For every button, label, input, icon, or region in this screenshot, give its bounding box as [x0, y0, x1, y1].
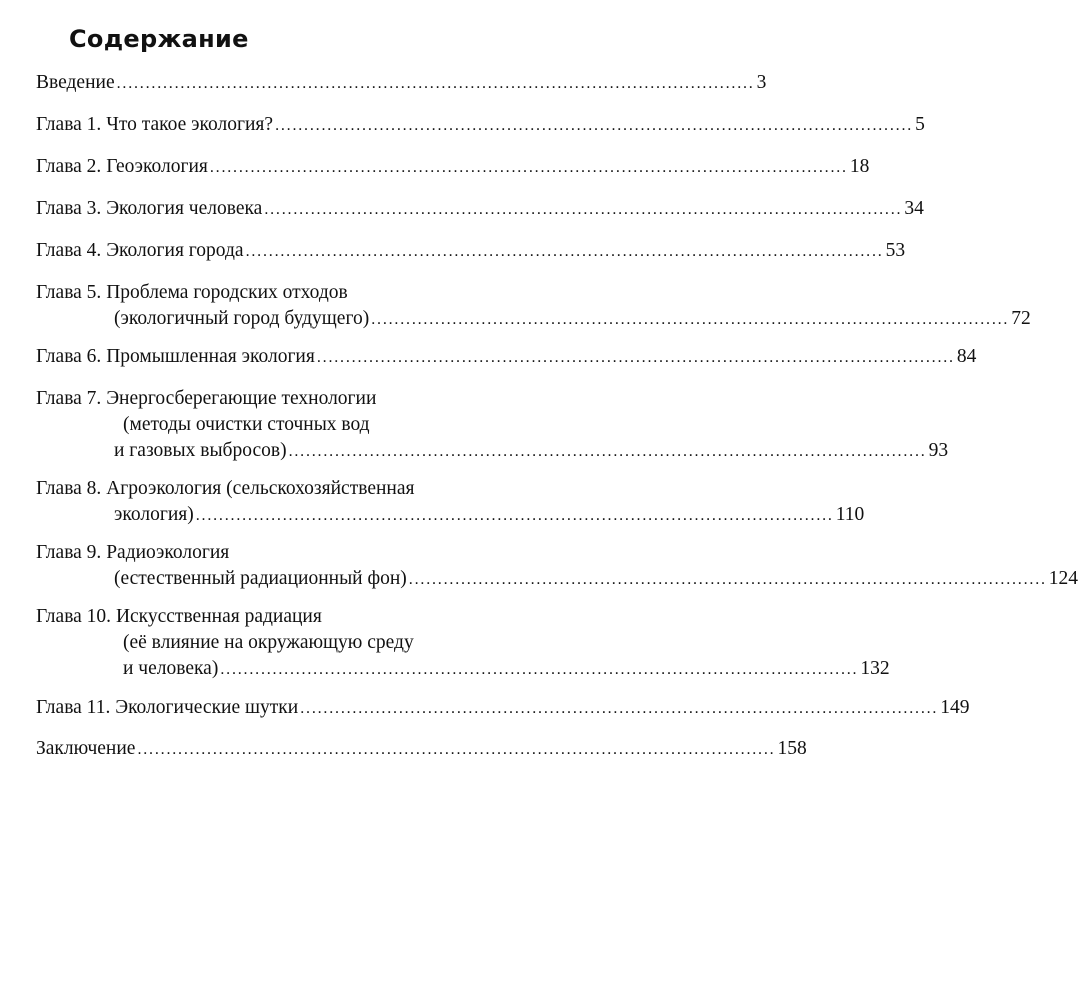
toc-entry-chapter-6[interactable] — [36, 344, 977, 370]
dot-leader: .............................................................................................................. — [300, 700, 939, 717]
toc-entry-chapter-2[interactable] — [36, 154, 870, 180]
toc-entry-introduction[interactable] — [36, 70, 767, 96]
toc-entry-chapter-7[interactable] — [36, 386, 949, 464]
toc-entry-chapter-9[interactable] — [36, 540, 1078, 592]
dot-leader: .............................................................................................................. — [195, 507, 834, 524]
toc-entry-title-continuation: (экологичный город будущего) — [114, 308, 370, 329]
toc-page-number: 53 — [885, 240, 906, 261]
toc-entry-title-continuation: (естественный радиационный фон) — [114, 568, 407, 589]
dot-leader: .............................................................................................................. — [408, 571, 1047, 588]
toc-entry-chapter-8[interactable] — [36, 476, 865, 528]
toc-entry-title: Экология города — [106, 240, 244, 261]
toc-entry-title-continuation: (её влияние на окружающую среду — [123, 632, 414, 653]
toc-entry-title-continuation: (методы очистки сточных вод — [123, 414, 370, 435]
toc-entry-title: Заключение — [36, 738, 136, 759]
toc-entry-title: Энергосберегающие технологии — [106, 388, 377, 409]
toc-entry-title-continuation: и газовых выбросов) — [114, 440, 287, 461]
toc-entry-chapter-3[interactable] — [36, 196, 924, 222]
chapter-number: Глава 5. — [36, 282, 102, 303]
dot-leader: .............................................................................................................. — [245, 243, 884, 260]
chapter-number: Глава 4. — [36, 240, 102, 261]
chapter-number: Глава 8. — [36, 478, 102, 499]
chapter-number: Глава 9. — [36, 542, 102, 563]
toc-page-number: 93 — [928, 440, 949, 461]
toc-entry-conclusion[interactable] — [36, 736, 807, 762]
dot-leader: .............................................................................................................. — [371, 311, 1010, 328]
chapter-number: Глава 7. — [36, 388, 102, 409]
toc-entry-chapter-5[interactable] — [36, 280, 1031, 332]
chapter-number: Глава 11. — [36, 697, 111, 718]
toc-page-number: 84 — [956, 346, 977, 367]
dot-leader: .............................................................................................................. — [288, 443, 927, 460]
toc-page-number: 149 — [940, 697, 970, 718]
dot-leader: .............................................................................................................. — [275, 117, 914, 134]
toc-entry-title: Радиоэкология — [106, 542, 230, 563]
chapter-number: Глава 10. — [36, 606, 112, 627]
toc-entry-title: Что такое экология? — [106, 114, 274, 135]
toc-page-number: 158 — [777, 738, 807, 759]
dot-leader: .............................................................................................................. — [264, 201, 903, 218]
chapter-number: Глава 6. — [36, 346, 102, 367]
toc-page-number: 132 — [860, 658, 890, 679]
toc-page-number: 5 — [915, 114, 925, 135]
toc-entry-title: Проблема городских отходов — [106, 282, 348, 303]
dot-leader: .............................................................................................................. — [116, 75, 755, 92]
toc-page-number: 34 — [904, 198, 924, 219]
toc-entry-chapter-11[interactable] — [36, 695, 970, 721]
toc-page-number: 18 — [849, 156, 870, 177]
dot-leader: .............................................................................................................. — [220, 661, 859, 678]
toc-page-number: 110 — [835, 504, 865, 525]
toc-entry-title: Промышленная экология — [106, 346, 315, 367]
toc-entry-title: Экология человека — [106, 198, 263, 219]
dot-leader: .............................................................................................................. — [316, 349, 955, 366]
toc-entry-title-continuation: экология) — [114, 504, 194, 525]
toc-entry-chapter-1[interactable] — [36, 112, 925, 138]
page-title: Содержание — [69, 25, 249, 53]
toc-entry-title-continuation: и человека) — [123, 658, 219, 679]
toc-entry-title: Экологические шутки — [115, 697, 299, 718]
chapter-number: Глава 1. — [36, 114, 102, 135]
toc-entry-chapter-10[interactable] — [36, 604, 890, 682]
toc-page-number: 3 — [756, 72, 767, 93]
toc-page-number: 72 — [1011, 308, 1031, 329]
dot-leader: .............................................................................................................. — [137, 741, 776, 758]
dot-leader: .............................................................................................................. — [209, 159, 848, 176]
toc-page-number: 124 — [1048, 568, 1078, 589]
chapter-number: Глава 2. — [36, 156, 102, 177]
toc-entry-title: Искусственная радиация — [115, 606, 322, 627]
toc-entry-title: Геоэкология — [106, 156, 208, 177]
toc-entry-title: Агроэкология (сельскохозяйственная — [106, 478, 415, 499]
toc-entry-title: Введение — [36, 72, 115, 93]
chapter-number: Глава 3. — [36, 198, 102, 219]
toc-entry-chapter-4[interactable] — [36, 238, 906, 264]
